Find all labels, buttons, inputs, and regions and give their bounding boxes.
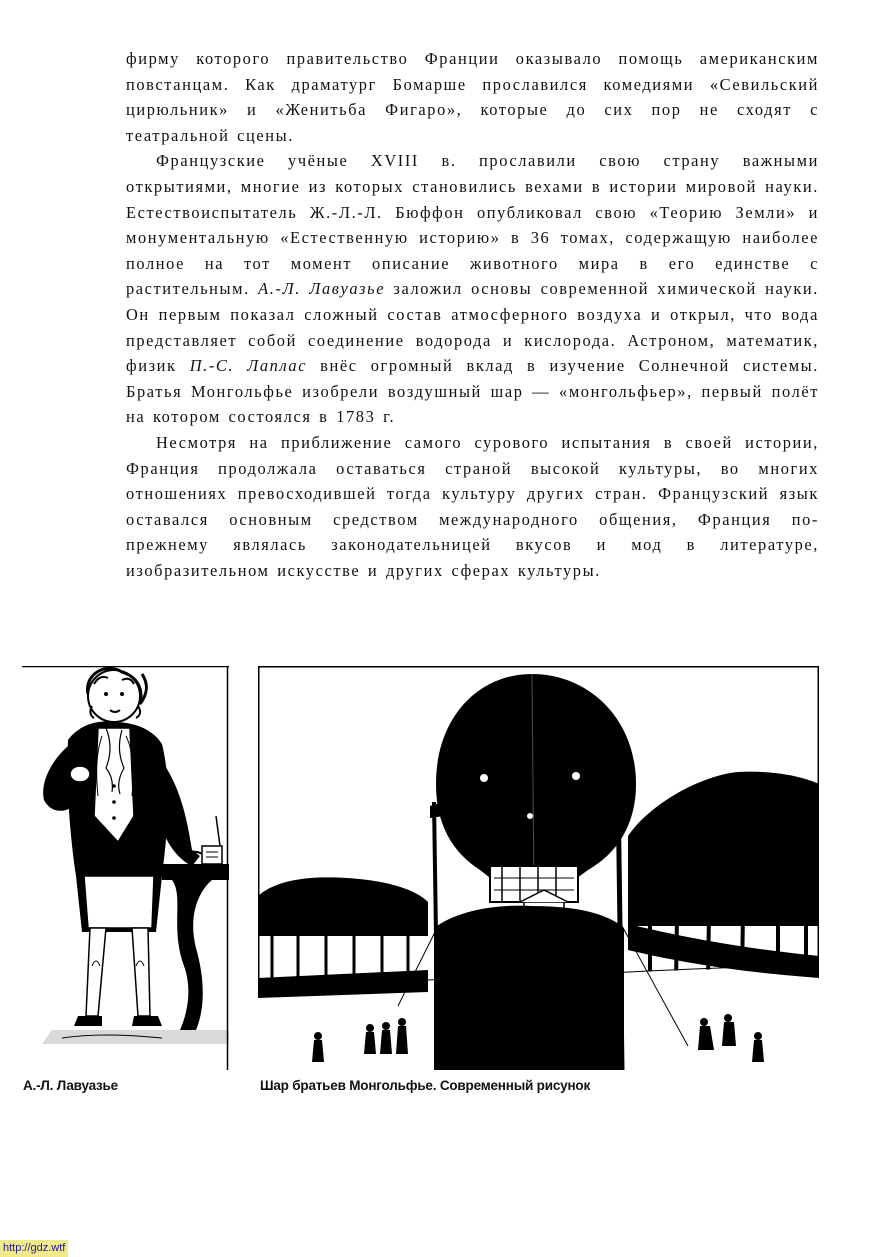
caption-lavoisier: А.-Л. Лавуазье — [23, 1078, 118, 1093]
lavoisier-portrait — [22, 666, 229, 1070]
lavoisier-portrait-drawing — [22, 666, 229, 1070]
paragraph-text: фирму которого правительство Франции оказывало помощь американским повстанцам. Как драматург Бомарше прославился комедиями «Севильский цирюльник» и «Женитьба Фигаро», которые до сих пор не сходят с театральной сцены. — [126, 49, 819, 145]
paragraph-beaumarchais — [126, 46, 819, 148]
paragraph-scientists — [126, 148, 819, 430]
paragraph-text: Несмотря на приближение самого сурового испытания в своей истории, Франция продолжала оставаться страной высокой культуры, во многих отношениях превосходившей тогда культуру других стран. Французский язык оставался основным средством международного общения, Франция по-прежнему являлась законодательницей вкусов и мод в литературе, изобразительном искусстве и других сферах культуры. — [126, 432, 819, 580]
balloon-illustration-drawing — [258, 666, 819, 1070]
caption-balloon: Шар братьев Монгольфье. Современный рисунок — [260, 1078, 591, 1093]
paragraph-text: внёс огромный вклад в изучение Солнечной системы. Братья Монгольфье изобрели воздушный шар — «монгольфьер», первый полёт на котором состоялся в 1783 г. — [126, 356, 819, 427]
body-text — [126, 46, 819, 583]
name-laplace: П.-С. Лаплас — [189, 356, 308, 376]
balloon-illustration — [258, 666, 819, 1070]
watermark-link[interactable]: http://gdz.wtf — [0, 1240, 68, 1257]
paragraph-text: Французские учёные XVIII в. прославили свою страну важными открытиями, многие из которых становились вехами в истории мировой науки. Естествоиспытатель Ж.-Л.-Л. Бюффон опубликовал свою «Теорию Земли» и монументальную «Естественную историю» в 36 томах, содержащую наиболее полное на тот момент описание животного мира в его единстве с растительным. — [126, 151, 819, 299]
name-lavoisier: А.-Л. Лавуазье — [258, 279, 386, 299]
paragraph-culture — [126, 430, 819, 584]
paragraph-text: заложил основы современной химической науки. Он первым показал сложный состав атмосферного воздуха и открыл, что вода представляет собой соединение водорода и кислорода. Астроном, математик, физик — [126, 279, 819, 376]
